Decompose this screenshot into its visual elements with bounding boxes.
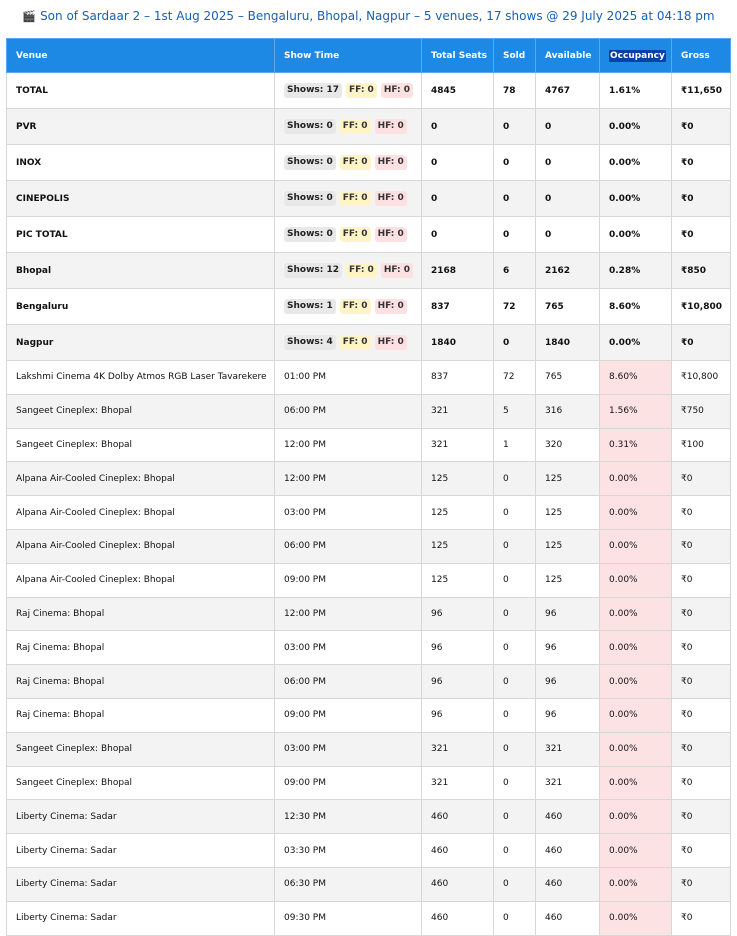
occupancy-cell: 0.00% — [600, 732, 672, 766]
available-cell: 460 — [536, 800, 600, 834]
venue-cell: PVR — [7, 109, 275, 145]
shows-badge: Shows: 0 — [284, 191, 336, 206]
total-seats-cell: 460 — [422, 901, 494, 935]
occupancy-cell: 0.00% — [600, 109, 672, 145]
gross-cell: ₹0 — [672, 181, 731, 217]
gross-cell: ₹0 — [672, 325, 731, 361]
table-header — [7, 39, 731, 73]
sold-cell: 0 — [494, 597, 536, 631]
venue-cell: CINEPOLIS — [7, 181, 275, 217]
summary-row — [7, 145, 731, 181]
table-row — [7, 732, 731, 766]
show-stats-cell — [275, 73, 422, 109]
table-row — [7, 867, 731, 901]
gross-cell: ₹850 — [672, 253, 731, 289]
ff-badge: FF: 0 — [346, 83, 377, 98]
ff-badge: FF: 0 — [340, 335, 371, 350]
available-cell: 0 — [536, 145, 600, 181]
gross-cell: ₹0 — [672, 867, 731, 901]
sold-cell: 0 — [494, 631, 536, 665]
sold-cell: 0 — [494, 181, 536, 217]
summary-row — [7, 181, 731, 217]
total-seats-cell: 2168 — [422, 253, 494, 289]
sold-cell: 0 — [494, 462, 536, 496]
summary-row — [7, 289, 731, 325]
sold-cell: 72 — [494, 289, 536, 325]
occupancy-cell: 0.00% — [600, 217, 672, 253]
col-occupancy[interactable] — [600, 39, 672, 73]
available-cell: 0 — [536, 217, 600, 253]
show-time-cell: 09:30 PM — [275, 901, 422, 935]
occupancy-cell: 0.00% — [600, 834, 672, 868]
occupancy-cell: 0.00% — [600, 698, 672, 732]
occupancy-cell: 0.00% — [600, 766, 672, 800]
venue-cell: Liberty Cinema: Sadar — [7, 867, 275, 901]
table-row — [7, 496, 731, 530]
show-stats-cell — [275, 253, 422, 289]
occupancy-cell: 0.00% — [600, 563, 672, 597]
shows-badge: Shows: 4 — [284, 335, 336, 350]
total-seats-cell: 96 — [422, 597, 494, 631]
available-cell: 765 — [536, 361, 600, 395]
page-title-text: Son of Sardaar 2 – 1st Aug 2025 – Bengaluru, Bhopal, Nagpur – 5 venues, 17 shows @ 29 July 2025 at 04:18 pm — [40, 9, 715, 23]
ff-badge: FF: 0 — [340, 299, 371, 314]
table-row — [7, 665, 731, 699]
gross-cell: ₹10,800 — [672, 289, 731, 325]
show-time-cell: 12:00 PM — [275, 428, 422, 462]
venue-cell: Liberty Cinema: Sadar — [7, 834, 275, 868]
show-time-cell: 12:30 PM — [275, 800, 422, 834]
occupancy-cell: 0.00% — [600, 665, 672, 699]
total-seats-cell: 1840 — [422, 325, 494, 361]
sold-cell: 0 — [494, 563, 536, 597]
total-seats-cell: 0 — [422, 181, 494, 217]
sold-cell: 0 — [494, 665, 536, 699]
gross-cell: ₹0 — [672, 145, 731, 181]
col-show-time[interactable]: Show Time — [275, 39, 422, 73]
available-cell: 4767 — [536, 73, 600, 109]
clapper-icon: 🎬 — [22, 10, 37, 23]
occupancy-cell: 0.00% — [600, 529, 672, 563]
hf-badge: HF: 0 — [375, 119, 407, 134]
show-time-cell: 06:00 PM — [275, 529, 422, 563]
total-seats-cell: 96 — [422, 665, 494, 699]
show-time-cell: 01:00 PM — [275, 361, 422, 395]
summary-row — [7, 253, 731, 289]
venue-cell: Raj Cinema: Bhopal — [7, 698, 275, 732]
sold-cell: 0 — [494, 529, 536, 563]
table-row — [7, 394, 731, 428]
occupancy-cell: 0.00% — [600, 181, 672, 217]
show-stats-cell — [275, 145, 422, 181]
total-seats-cell: 460 — [422, 867, 494, 901]
venue-cell: Raj Cinema: Bhopal — [7, 597, 275, 631]
gross-cell: ₹0 — [672, 800, 731, 834]
total-seats-cell: 125 — [422, 563, 494, 597]
table-row — [7, 462, 731, 496]
table-row — [7, 766, 731, 800]
venue-cell: Bengaluru — [7, 289, 275, 325]
show-time-cell: 06:00 PM — [275, 665, 422, 699]
available-cell: 125 — [536, 462, 600, 496]
shows-badge: Shows: 0 — [284, 119, 336, 134]
table-row — [7, 834, 731, 868]
sold-cell: 0 — [494, 766, 536, 800]
sold-cell: 0 — [494, 698, 536, 732]
show-time-cell: 12:00 PM — [275, 462, 422, 496]
venue-cell: Alpana Air-Cooled Cineplex: Bhopal — [7, 462, 275, 496]
total-seats-cell: 125 — [422, 496, 494, 530]
hf-badge: HF: 0 — [381, 263, 413, 278]
ff-badge: FF: 0 — [340, 155, 371, 170]
sold-cell: 0 — [494, 901, 536, 935]
total-seats-cell: 321 — [422, 766, 494, 800]
table-row — [7, 563, 731, 597]
show-time-cell: 09:00 PM — [275, 766, 422, 800]
ff-badge: FF: 0 — [340, 191, 371, 206]
total-seats-cell: 4845 — [422, 73, 494, 109]
occupancy-cell: 8.60% — [600, 289, 672, 325]
show-stats-cell — [275, 289, 422, 325]
available-cell: 96 — [536, 597, 600, 631]
occupancy-cell: 0.00% — [600, 325, 672, 361]
sold-cell: 0 — [494, 834, 536, 868]
venue-cell: Alpana Air-Cooled Cineplex: Bhopal — [7, 529, 275, 563]
col-sold[interactable]: Sold — [494, 39, 536, 73]
table-row — [7, 901, 731, 935]
table-row — [7, 698, 731, 732]
gross-cell: ₹0 — [672, 496, 731, 530]
show-stats-cell — [275, 181, 422, 217]
table-row — [7, 597, 731, 631]
available-cell: 96 — [536, 631, 600, 665]
sold-cell: 0 — [494, 800, 536, 834]
total-seats-cell: 837 — [422, 289, 494, 325]
venue-cell: Sangeet Cineplex: Bhopal — [7, 732, 275, 766]
sold-cell: 0 — [494, 325, 536, 361]
total-seats-cell: 321 — [422, 732, 494, 766]
available-cell: 96 — [536, 698, 600, 732]
total-seats-cell: 321 — [422, 394, 494, 428]
occupancy-cell: 0.28% — [600, 253, 672, 289]
gross-cell: ₹10,800 — [672, 361, 731, 395]
shows-badge: Shows: 12 — [284, 263, 342, 278]
total-seats-cell: 96 — [422, 631, 494, 665]
sold-cell: 0 — [494, 145, 536, 181]
gross-cell: ₹0 — [672, 698, 731, 732]
venue-cell: TOTAL — [7, 73, 275, 109]
show-time-cell: 06:00 PM — [275, 394, 422, 428]
total-seats-cell: 96 — [422, 698, 494, 732]
occupancy-cell: 0.00% — [600, 631, 672, 665]
sold-cell: 0 — [494, 732, 536, 766]
available-cell: 96 — [536, 665, 600, 699]
summary-row — [7, 325, 731, 361]
sold-cell: 0 — [494, 496, 536, 530]
available-cell: 125 — [536, 529, 600, 563]
col-venue[interactable]: Venue — [7, 39, 275, 73]
occupancy-cell: 0.00% — [600, 597, 672, 631]
summary-row — [7, 109, 731, 145]
show-time-cell: 03:30 PM — [275, 834, 422, 868]
col-gross[interactable]: Gross — [672, 39, 731, 73]
show-time-cell: 03:00 PM — [275, 496, 422, 530]
venue-cell: PIC TOTAL — [7, 217, 275, 253]
table-row — [7, 529, 731, 563]
sold-cell: 0 — [494, 867, 536, 901]
total-seats-cell: 321 — [422, 428, 494, 462]
venue-cell: Liberty Cinema: Sadar — [7, 901, 275, 935]
venue-cell: Sangeet Cineplex: Bhopal — [7, 428, 275, 462]
gross-cell: ₹0 — [672, 766, 731, 800]
occupancy-cell: 1.56% — [600, 394, 672, 428]
total-seats-cell: 0 — [422, 217, 494, 253]
available-cell: 321 — [536, 732, 600, 766]
sold-cell: 1 — [494, 428, 536, 462]
venue-cell: Bhopal — [7, 253, 275, 289]
available-cell: 0 — [536, 181, 600, 217]
venue-cell: Sangeet Cineplex: Bhopal — [7, 766, 275, 800]
venue-cell: INOX — [7, 145, 275, 181]
available-cell: 0 — [536, 109, 600, 145]
gross-cell: ₹0 — [672, 732, 731, 766]
hf-badge: HF: 0 — [375, 155, 407, 170]
ff-badge: FF: 0 — [346, 263, 377, 278]
hf-badge: HF: 0 — [375, 335, 407, 350]
occupancy-cell: 1.61% — [600, 73, 672, 109]
show-stats-cell — [275, 109, 422, 145]
hf-badge: HF: 0 — [375, 299, 407, 314]
col-occupancy-label: Occupancy — [610, 50, 665, 61]
table-row — [7, 428, 731, 462]
gross-cell: ₹0 — [672, 901, 731, 935]
venue-cell: Nagpur — [7, 325, 275, 361]
ff-badge: FF: 0 — [340, 119, 371, 134]
available-cell: 1840 — [536, 325, 600, 361]
available-cell: 125 — [536, 563, 600, 597]
col-total-seats[interactable]: Total Seats — [422, 39, 494, 73]
shows-badge: Shows: 0 — [284, 227, 336, 242]
show-time-cell: 09:00 PM — [275, 698, 422, 732]
summary-row — [7, 73, 731, 109]
available-cell: 2162 — [536, 253, 600, 289]
show-time-cell: 09:00 PM — [275, 563, 422, 597]
venue-cell: Raj Cinema: Bhopal — [7, 665, 275, 699]
total-seats-cell: 125 — [422, 462, 494, 496]
occupancy-cell: 0.31% — [600, 428, 672, 462]
venue-cell: Alpana Air-Cooled Cineplex: Bhopal — [7, 496, 275, 530]
show-time-cell: 12:00 PM — [275, 597, 422, 631]
occupancy-cell: 0.00% — [600, 496, 672, 530]
gross-cell: ₹0 — [672, 631, 731, 665]
col-available[interactable]: Available — [536, 39, 600, 73]
occupancy-cell: 0.00% — [600, 800, 672, 834]
hf-badge: HF: 0 — [381, 83, 413, 98]
venue-cell: Raj Cinema: Bhopal — [7, 631, 275, 665]
venue-cell: Lakshmi Cinema 4K Dolby Atmos RGB Laser Tavarekere — [7, 361, 275, 395]
gross-cell: ₹0 — [672, 597, 731, 631]
shows-badge: Shows: 0 — [284, 155, 336, 170]
available-cell: 320 — [536, 428, 600, 462]
total-seats-cell: 460 — [422, 800, 494, 834]
venue-cell: Alpana Air-Cooled Cineplex: Bhopal — [7, 563, 275, 597]
sold-cell: 0 — [494, 109, 536, 145]
gross-cell: ₹11,650 — [672, 73, 731, 109]
gross-cell: ₹0 — [672, 217, 731, 253]
sold-cell: 0 — [494, 217, 536, 253]
venue-cell: Sangeet Cineplex: Bhopal — [7, 394, 275, 428]
sold-cell: 78 — [494, 73, 536, 109]
gross-cell: ₹0 — [672, 109, 731, 145]
sold-cell: 5 — [494, 394, 536, 428]
shows-table — [6, 38, 731, 936]
show-time-cell: 03:00 PM — [275, 732, 422, 766]
summary-row — [7, 217, 731, 253]
sold-cell: 6 — [494, 253, 536, 289]
table-row — [7, 361, 731, 395]
sold-cell: 72 — [494, 361, 536, 395]
show-stats-cell — [275, 325, 422, 361]
ff-badge: FF: 0 — [340, 227, 371, 242]
gross-cell: ₹0 — [672, 529, 731, 563]
page-title — [0, 0, 737, 33]
gross-cell: ₹0 — [672, 834, 731, 868]
occupancy-cell: 8.60% — [600, 361, 672, 395]
available-cell: 321 — [536, 766, 600, 800]
occupancy-cell: 0.00% — [600, 145, 672, 181]
available-cell: 125 — [536, 496, 600, 530]
occupancy-cell: 0.00% — [600, 462, 672, 496]
available-cell: 316 — [536, 394, 600, 428]
total-seats-cell: 0 — [422, 145, 494, 181]
gross-cell: ₹750 — [672, 394, 731, 428]
total-seats-cell: 0 — [422, 109, 494, 145]
hf-badge: HF: 0 — [375, 191, 407, 206]
shows-badge: Shows: 1 — [284, 299, 336, 314]
gross-cell: ₹0 — [672, 665, 731, 699]
gross-cell: ₹100 — [672, 428, 731, 462]
total-seats-cell: 125 — [422, 529, 494, 563]
show-time-cell: 06:30 PM — [275, 867, 422, 901]
available-cell: 460 — [536, 867, 600, 901]
gross-cell: ₹0 — [672, 462, 731, 496]
gross-cell: ₹0 — [672, 563, 731, 597]
occupancy-cell: 0.00% — [600, 867, 672, 901]
shows-badge: Shows: 17 — [284, 83, 342, 98]
show-stats-cell — [275, 217, 422, 253]
available-cell: 460 — [536, 834, 600, 868]
hf-badge: HF: 0 — [375, 227, 407, 242]
occupancy-cell: 0.00% — [600, 901, 672, 935]
table-row — [7, 631, 731, 665]
total-seats-cell: 460 — [422, 834, 494, 868]
available-cell: 765 — [536, 289, 600, 325]
show-time-cell: 03:00 PM — [275, 631, 422, 665]
venue-cell: Liberty Cinema: Sadar — [7, 800, 275, 834]
table-row — [7, 800, 731, 834]
available-cell: 460 — [536, 901, 600, 935]
total-seats-cell: 837 — [422, 361, 494, 395]
